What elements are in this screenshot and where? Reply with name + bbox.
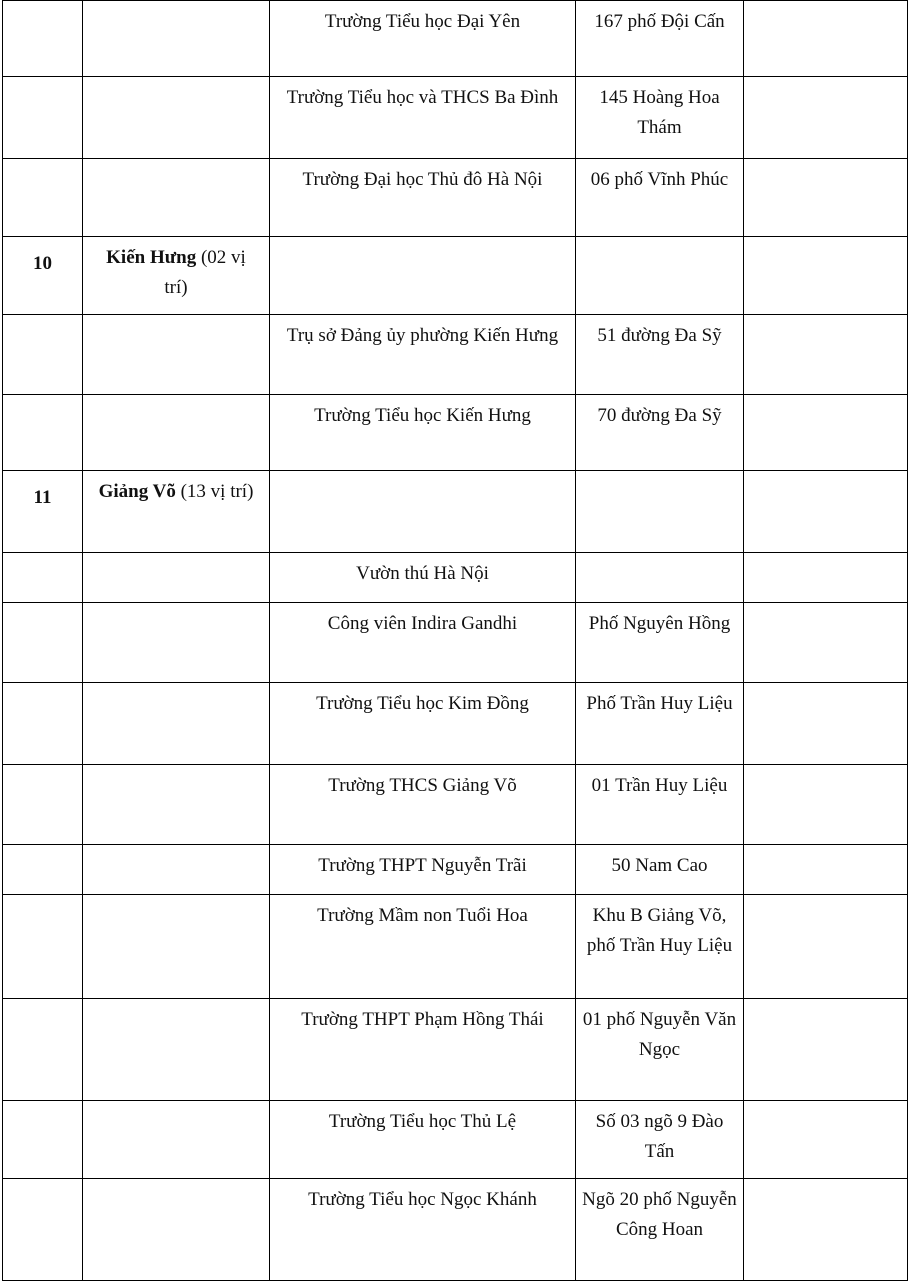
ward-cell [83,77,270,159]
location-name: Trường Tiểu học Ngọc Khánh [270,1179,576,1281]
ward-cell [83,553,270,603]
note [744,1101,908,1179]
ward-cell [83,237,270,315]
row-number [3,77,83,159]
note [744,603,908,683]
row-number [3,159,83,237]
row-number: 10 [3,237,83,315]
ward-count: (13 vị trí) [175,481,254,502]
table-row [3,471,908,553]
location-name: Công viên Indira Gandhi [270,603,576,683]
location-name [270,237,576,315]
row-number [3,315,83,395]
location-name: Trường THCS Giảng Võ [270,765,576,845]
ward-cell [83,1,270,77]
address: 01 phố Nguyễn Văn Ngọc [576,999,744,1101]
location-name: Trường Tiểu học và THCS Ba Đình [270,77,576,159]
table-row [3,1179,908,1281]
location-name: Trường THPT Phạm Hồng Thái [270,999,576,1101]
ward-cell [83,1179,270,1281]
note [744,1179,908,1281]
table-row [3,895,908,999]
note [744,159,908,237]
ward-cell [83,999,270,1101]
note [744,553,908,603]
address: 167 phố Đội Cấn [576,1,744,77]
location-name: Trường THPT Nguyễn Trãi [270,845,576,895]
location-name: Trường Tiểu học Đại Yên [270,1,576,77]
address [576,237,744,315]
address: Ngõ 20 phố Nguyễn Công Hoan [576,1179,744,1281]
location-name: Trường Tiểu học Thủ Lệ [270,1101,576,1179]
table-row [3,1101,908,1179]
address: 51 đường Đa Sỹ [576,315,744,395]
address: 50 Nam Cao [576,845,744,895]
location-name: Trường Đại học Thủ đô Hà Nội [270,159,576,237]
ward-cell [83,765,270,845]
table-row [3,999,908,1101]
note [744,845,908,895]
location-name: Trụ sở Đảng ủy phường Kiến Hưng [270,315,576,395]
row-number [3,1,83,77]
table-row [3,237,908,315]
table-row [3,603,908,683]
ward-cell [83,683,270,765]
ward-cell [83,603,270,683]
address: Phố Trần Huy Liệu [576,683,744,765]
ward-count: (02 vị trí) [164,247,246,298]
table-row [3,553,908,603]
note [744,683,908,765]
row-number [3,999,83,1101]
address [576,553,744,603]
note [744,765,908,845]
address [576,471,744,553]
note [744,1,908,77]
row-number [3,553,83,603]
ward-cell [83,471,270,553]
ward-cell [83,1101,270,1179]
ward-cell [83,395,270,471]
location-name: Trường Tiểu học Kim Đồng [270,683,576,765]
note [744,895,908,999]
location-name: Trường Tiểu học Kiến Hưng [270,395,576,471]
address: 06 phố Vĩnh Phúc [576,159,744,237]
row-number [3,845,83,895]
row-number [3,1179,83,1281]
note [744,471,908,553]
address: 01 Trần Huy Liệu [576,765,744,845]
note [744,237,908,315]
location-name: Trường Mầm non Tuổi Hoa [270,895,576,999]
location-name: Vườn thú Hà Nội [270,553,576,603]
note [744,999,908,1101]
note [744,315,908,395]
address: Số 03 ngõ 9 Đào Tấn [576,1101,744,1179]
ward-name: Kiến Hưng [106,247,197,268]
address: 145 Hoàng Hoa Thám [576,77,744,159]
row-number [3,895,83,999]
row-number [3,395,83,471]
address: 70 đường Đa Sỹ [576,395,744,471]
ward-cell [83,895,270,999]
ward-cell [83,845,270,895]
row-number [3,765,83,845]
ward-cell [83,159,270,237]
table-row [3,1,908,77]
locations-table [2,0,908,1281]
table-row [3,315,908,395]
row-number [3,683,83,765]
table-row [3,395,908,471]
ward-cell [83,315,270,395]
table-row [3,683,908,765]
address: Phố Nguyên Hồng [576,603,744,683]
table-row [3,765,908,845]
table-row [3,845,908,895]
row-number: 11 [3,471,83,553]
location-name [270,471,576,553]
row-number [3,1101,83,1179]
note [744,395,908,471]
row-number [3,603,83,683]
table-row [3,77,908,159]
ward-name: Giảng Võ [98,481,176,502]
note [744,77,908,159]
table-row [3,159,908,237]
address: Khu B Giảng Võ, phố Trần Huy Liệu [576,895,744,999]
